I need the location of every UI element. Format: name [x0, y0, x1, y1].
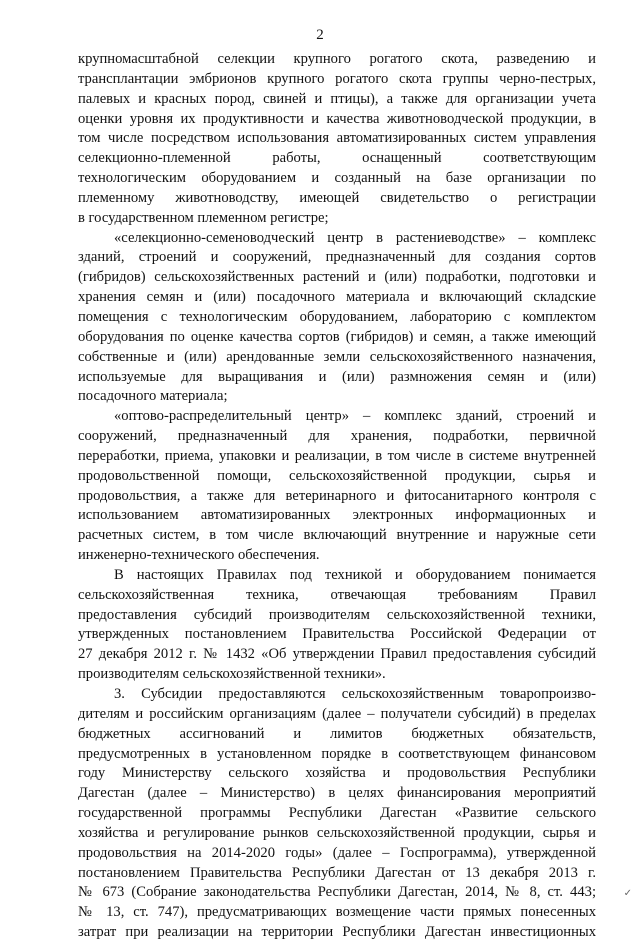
text-line: предусмотренных в установленном порядке в соответствующем финансовом	[78, 745, 596, 762]
text-line: переработки, приема, упаковки и реализации, в том числе в системе внутренней	[78, 447, 596, 464]
page-number: 2	[316, 27, 324, 43]
text-line: инженерно-технического обеспечения.	[78, 547, 320, 564]
text-line: затрат при реализации на территории Республики Дагестан инвестиционных	[78, 924, 596, 941]
text-line: предоставления субсидий производителям сельскохозяйственной техники,	[78, 606, 596, 623]
text-line: хранения семян и (или) посадочного материала и включающий складские	[78, 289, 596, 306]
scan-corner-mark: ✓	[623, 888, 632, 899]
text-line: палевых и красных пород, свиней и птицы), а также для организации учета	[78, 90, 596, 107]
text-line: (гибридов) сельскохозяйственных растений и (или) подработки, подготовки и	[78, 269, 596, 286]
text-line: утвержденных постановлением Правительства Российской Федерации от	[78, 626, 596, 643]
text-line: хозяйства и регулирование рынков сельскохозяйственной продукции, сырья и	[78, 824, 596, 841]
text-line: собственные и (или) арендованные земли сельскохозяйственного назначения,	[78, 348, 596, 365]
text-line: производителям сельскохозяйственной техники».	[78, 666, 386, 683]
text-line: «оптово-распределительный центр» – комплекс зданий, строений и	[114, 408, 596, 425]
text-line: году Министерству сельского хозяйства и продовольствия Республики	[78, 765, 596, 782]
text-line: сельскохозяйственная техника, отвечающая требованиям Правил	[78, 586, 596, 603]
text-line: селекционно-племенной работы, оснащенный соответствующим	[78, 150, 596, 167]
text-line: в государственном племенном регистре;	[78, 209, 329, 226]
text-line: бюджетных ассигнований и лимитов бюджетных обязательств,	[78, 725, 596, 742]
text-line: В настоящих Правилах под техникой и оборудованием понимается	[114, 566, 596, 583]
text-line: 3. Субсидии предоставляются сельскохозяйственным товаропроизво-	[114, 686, 596, 702]
text-line: сооружений, предназначенный для хранения, подработки, первичной	[78, 428, 596, 445]
text-line: зданий, строений и сооружений, предназначенный для создания сортов	[78, 249, 596, 266]
text-line: продовольственной помощи, сельскохозяйственной продукции, сырья и	[78, 467, 596, 484]
text-line: расчетных систем, в том числе включающий внутренние и наружные сети	[78, 527, 596, 544]
text-line: № 13, ст. 747), предусматривающих возмещение части прямых понесенных	[78, 904, 596, 921]
text-line: 27 декабря 2012 г. № 1432 «Об утверждении Правил предоставления субсидий	[78, 646, 596, 663]
text-line: племенному животноводству, имеющей свидетельство о регистрации	[78, 189, 596, 206]
text-line: продовольствия, а также для ветеринарного и фитосанитарного контроля с	[78, 487, 596, 504]
text-line: продовольствия на 2014-2020 годы» (далее – Госпрограмма), утвержденной	[78, 844, 596, 861]
text-line: № 673 (Собрание законодательства Республики Дагестан, 2014, № 8, ст. 443;	[78, 884, 596, 901]
text-line: государственной программы Республики Дагестан «Развитие сельского	[78, 805, 596, 822]
text-line: трансплантации эмбрионов крупного рогатого скота группы черно-пестрых,	[78, 70, 596, 87]
text-line: том числе посредством использования автоматизированных систем управления	[78, 130, 596, 147]
text-line: технологическим оборудованием и созданный на базе организации по	[78, 170, 596, 187]
document-body	[78, 50, 596, 943]
text-line: оборудования по оценке качества сортов (гибридов) и семян, а также имеющий	[78, 328, 596, 345]
text-line: «селекционно-семеноводческий центр в растениеводстве» – комплекс	[114, 229, 596, 246]
text-line: использованием автоматизированных электронных информационных и	[78, 507, 596, 524]
text-line: посадочного материала;	[78, 388, 228, 405]
text-line: крупномасштабной селекции крупного рогатого скота, разведению и	[78, 51, 596, 67]
text-line: помещения с технологическим оборудованием, лабораторию с комплектом	[78, 308, 596, 325]
text-line: используемые для выращивания и (или) размножения семян и (или)	[78, 368, 596, 385]
text-line: дителям и российским организациям (далее – получатели субсидий) в пределах	[78, 705, 596, 722]
text-line: Дагестан (далее – Министерство) в целях финансирования мероприятий	[78, 785, 596, 802]
text-line: постановлением Правительства Республики Дагестан от 13 декабря 2013 г.	[78, 864, 596, 881]
text-line: оценки уровня их продуктивности и качества животноводческой продукции, в	[78, 110, 596, 127]
